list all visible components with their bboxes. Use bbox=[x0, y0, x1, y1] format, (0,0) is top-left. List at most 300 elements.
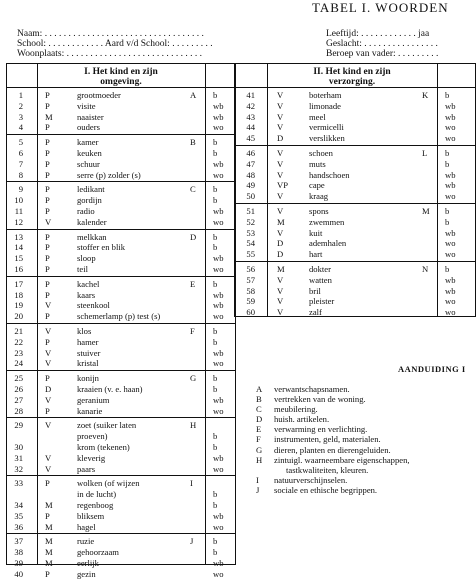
row-number: 54 bbox=[246, 238, 255, 249]
row-number: 30 bbox=[14, 442, 23, 452]
legend-text: sociale en ethische begrippen. bbox=[274, 484, 378, 495]
woonplaats-label: Woonplaats: bbox=[17, 49, 65, 59]
table-row bbox=[7, 453, 235, 464]
legend-letter: J bbox=[256, 484, 260, 495]
row-group-letter: J bbox=[190, 536, 194, 547]
row-word: spons bbox=[309, 206, 329, 216]
row-number: 21 bbox=[14, 326, 23, 336]
table-row bbox=[235, 159, 475, 170]
row-type: wb bbox=[213, 510, 224, 521]
leeftijd-field: Leeftijd: . . . . . . . . . . . . jaa bbox=[326, 29, 430, 39]
row-type: wb bbox=[213, 253, 224, 264]
row-type: b bbox=[213, 500, 218, 510]
row-group-letter: B bbox=[190, 137, 196, 148]
table-row bbox=[7, 195, 235, 206]
table-row bbox=[7, 148, 235, 159]
table-row bbox=[235, 90, 475, 101]
row-number: 58 bbox=[246, 285, 255, 296]
row-type: b bbox=[213, 536, 218, 547]
row-type: wb bbox=[213, 100, 224, 111]
legend-text: instrumenten, geld, materialen. bbox=[274, 434, 381, 445]
row-number: 4 bbox=[18, 122, 23, 133]
table-row bbox=[7, 384, 235, 395]
legend-text: meubilering. bbox=[274, 404, 318, 415]
row-group-letter: N bbox=[422, 264, 429, 274]
row-code: P bbox=[45, 568, 50, 579]
table-row bbox=[7, 373, 235, 384]
row-group-letter: K bbox=[422, 90, 429, 100]
row-type: wb bbox=[445, 227, 456, 238]
row-word: proeven) bbox=[77, 431, 108, 442]
row-code: V bbox=[45, 394, 52, 405]
row-code: P bbox=[45, 148, 50, 158]
school-field: School: . . . . . . . . . . . . Aard v/d School: . . . . . . . . . bbox=[17, 39, 213, 49]
row-word: geranium bbox=[77, 394, 110, 405]
table-row bbox=[235, 180, 475, 191]
row-number: 12 bbox=[14, 216, 23, 227]
row-code: P bbox=[45, 206, 50, 216]
row-group-letter: C bbox=[190, 184, 196, 195]
row-code: V bbox=[277, 158, 284, 169]
row-type: wo bbox=[213, 568, 224, 579]
row-code: V bbox=[45, 347, 52, 358]
table-row bbox=[7, 101, 235, 112]
row-code: V bbox=[277, 274, 284, 285]
row-word: serre (p) zolder (s) bbox=[77, 169, 141, 180]
row-number: 15 bbox=[14, 253, 23, 264]
row-code: P bbox=[45, 405, 50, 416]
row-code: D bbox=[45, 384, 52, 394]
row-type: b bbox=[445, 264, 450, 274]
legend-item bbox=[256, 414, 410, 424]
row-word: ruzie bbox=[77, 536, 95, 547]
row-code: D bbox=[277, 238, 284, 249]
legend-item bbox=[256, 445, 410, 455]
row-number: 27 bbox=[14, 394, 23, 405]
row-word: melkkan bbox=[77, 231, 107, 242]
table-row bbox=[235, 217, 475, 228]
row-number: 53 bbox=[246, 227, 255, 238]
row-type: wo bbox=[213, 405, 224, 416]
row-code: P bbox=[45, 336, 50, 347]
row-type: b bbox=[213, 489, 218, 500]
row-number: 31 bbox=[14, 452, 23, 463]
row-type: wo bbox=[213, 311, 224, 322]
table-row bbox=[7, 431, 235, 442]
row-code: P bbox=[45, 158, 50, 169]
row-type: b bbox=[445, 148, 450, 158]
legend-text: huish. artikelen. bbox=[274, 414, 330, 425]
table-row bbox=[7, 159, 235, 170]
legend-item bbox=[256, 475, 410, 485]
row-number: 50 bbox=[246, 191, 255, 202]
school-label: School: bbox=[17, 39, 47, 49]
row-type: b bbox=[213, 442, 218, 452]
row-number: 46 bbox=[246, 148, 255, 158]
row-type: wb bbox=[213, 158, 224, 169]
legend-item bbox=[256, 465, 410, 475]
row-type: wb bbox=[445, 285, 456, 296]
table-row bbox=[7, 206, 235, 217]
row-number: 2 bbox=[18, 100, 23, 111]
row-word: stoffer en blik bbox=[77, 242, 126, 253]
row-word: hagel bbox=[77, 521, 96, 532]
row-word: visite bbox=[77, 100, 96, 111]
row-code: V bbox=[277, 90, 284, 100]
legend-item bbox=[256, 424, 410, 434]
row-code: VP bbox=[277, 180, 288, 191]
row-code: D bbox=[277, 133, 284, 144]
row-type: wo bbox=[445, 296, 456, 307]
table-row bbox=[235, 296, 475, 307]
table-row bbox=[7, 348, 235, 359]
legend-text: zintuigl. waarneembare eigenschappen, bbox=[274, 454, 410, 465]
legend-letter: F bbox=[256, 434, 261, 445]
row-word: schemerlamp (p) test (s) bbox=[77, 311, 161, 322]
row-word: bliksem bbox=[77, 510, 105, 521]
row-number: 29 bbox=[14, 420, 23, 431]
row-number: 11 bbox=[14, 206, 23, 216]
row-number: 6 bbox=[18, 148, 23, 158]
row-word: limonade bbox=[309, 100, 341, 111]
row-type: wo bbox=[213, 521, 224, 532]
row-number: 33 bbox=[14, 478, 23, 489]
table-row bbox=[7, 536, 235, 547]
row-word: keuken bbox=[77, 148, 102, 158]
table-row bbox=[7, 90, 235, 101]
row-number: 40 bbox=[14, 568, 23, 579]
legend-title: AANDUIDING I bbox=[398, 364, 466, 374]
table-row bbox=[7, 279, 235, 290]
row-word: ouders bbox=[77, 122, 100, 133]
row-number: 47 bbox=[246, 158, 255, 169]
row-number: 8 bbox=[18, 169, 23, 180]
row-word: klos bbox=[77, 326, 92, 336]
row-word: bril bbox=[309, 285, 321, 296]
table-row bbox=[7, 311, 235, 322]
row-code: V bbox=[277, 122, 284, 133]
row-code: V bbox=[277, 111, 284, 122]
row-code: V bbox=[277, 100, 284, 111]
row-number: 55 bbox=[246, 249, 255, 260]
row-number: 28 bbox=[14, 405, 23, 416]
row-type: b bbox=[445, 216, 450, 227]
row-word: ledikant bbox=[77, 184, 105, 195]
legend-letter: D bbox=[256, 414, 263, 425]
table-row bbox=[7, 112, 235, 123]
row-code: M bbox=[277, 264, 285, 274]
row-number: 43 bbox=[246, 111, 255, 122]
row-word: kanarie bbox=[77, 405, 103, 416]
row-type: b bbox=[213, 431, 218, 442]
row-type: wb bbox=[213, 558, 224, 568]
row-word: gezin bbox=[77, 568, 96, 579]
row-group-letter: D bbox=[190, 231, 197, 242]
naam-field: Naam: . . . . . . . . . . . . . . . . . . . . . . . . . . . . . . . . . . bbox=[17, 29, 204, 39]
row-word: kaars bbox=[77, 289, 96, 300]
row-type: b bbox=[445, 206, 450, 216]
row-type: wo bbox=[213, 216, 224, 227]
row-number: 26 bbox=[14, 384, 23, 394]
row-code: V bbox=[277, 307, 284, 318]
row-number: 37 bbox=[14, 536, 23, 547]
row-word: kalender bbox=[77, 216, 107, 227]
row-number: 42 bbox=[246, 100, 255, 111]
row-number: 14 bbox=[14, 242, 23, 253]
row-number: 45 bbox=[246, 133, 255, 144]
row-code: V bbox=[45, 216, 52, 227]
row-word: stuiver bbox=[77, 347, 101, 358]
table-row bbox=[7, 253, 235, 264]
row-type: wb bbox=[213, 394, 224, 405]
table-row bbox=[7, 184, 235, 195]
legend-letter: H bbox=[256, 454, 263, 465]
geslacht-field: Geslacht: . . . . . . . . . . . . . . . . bbox=[326, 39, 438, 49]
row-code: V bbox=[277, 227, 284, 238]
row-type: wo bbox=[213, 463, 224, 474]
row-type: wo bbox=[445, 191, 456, 202]
row-type: b bbox=[445, 158, 450, 169]
row-number: 32 bbox=[14, 463, 23, 474]
row-number: 16 bbox=[14, 264, 23, 274]
table-row bbox=[7, 242, 235, 253]
row-word: zalf bbox=[309, 307, 322, 318]
table-row bbox=[7, 217, 235, 228]
right-word-table bbox=[234, 63, 476, 317]
row-code: V bbox=[45, 358, 52, 369]
row-number: 57 bbox=[246, 274, 255, 285]
legend-letter: A bbox=[256, 384, 263, 394]
row-type: wb bbox=[445, 100, 456, 111]
row-number: 23 bbox=[14, 347, 23, 358]
table-row bbox=[7, 511, 235, 522]
table-row bbox=[235, 275, 475, 286]
group-divider bbox=[7, 323, 235, 324]
table-row bbox=[7, 406, 235, 417]
row-type: wo bbox=[445, 238, 456, 249]
aard-label: Aard v/d School: bbox=[104, 39, 170, 49]
table-row bbox=[7, 358, 235, 369]
row-number: 59 bbox=[246, 296, 255, 307]
table-row bbox=[7, 489, 235, 500]
row-group-letter: I bbox=[190, 478, 193, 489]
row-word: kachel bbox=[77, 278, 100, 289]
row-code: M bbox=[277, 216, 285, 227]
row-type: b bbox=[445, 90, 450, 100]
legend-letter: B bbox=[256, 394, 262, 405]
table-row bbox=[7, 547, 235, 558]
row-code: M bbox=[45, 558, 53, 568]
row-code: P bbox=[45, 264, 50, 274]
row-type: wb bbox=[213, 300, 224, 311]
table-row bbox=[235, 307, 475, 318]
row-code: V bbox=[45, 463, 52, 474]
legend-letter: E bbox=[256, 424, 262, 435]
row-code: V bbox=[45, 326, 52, 336]
row-type: wb bbox=[213, 289, 224, 300]
legend-text: vertrekken van de woning. bbox=[274, 394, 366, 405]
table-row bbox=[235, 249, 475, 260]
row-type: wb bbox=[445, 169, 456, 180]
row-type: b bbox=[213, 231, 218, 242]
row-code: P bbox=[45, 278, 50, 289]
row-type: wb bbox=[445, 274, 456, 285]
row-word: muts bbox=[309, 158, 326, 169]
row-word: radio bbox=[77, 206, 95, 216]
left-word-table bbox=[6, 63, 236, 579]
naam-label: Naam: bbox=[17, 29, 43, 39]
row-type: b bbox=[213, 184, 218, 195]
row-code: P bbox=[45, 137, 50, 148]
row-number: 60 bbox=[246, 307, 255, 318]
row-word: boterham bbox=[309, 90, 342, 100]
beroep-label: Beroep van vader: bbox=[326, 49, 396, 59]
row-code: P bbox=[45, 253, 50, 264]
row-word: kraag bbox=[309, 191, 329, 202]
row-group-letter: E bbox=[190, 278, 196, 289]
group-divider bbox=[7, 533, 235, 534]
row-word: paars bbox=[77, 463, 96, 474]
group-divider bbox=[7, 229, 235, 230]
row-code: P bbox=[45, 373, 50, 384]
row-code: P bbox=[45, 478, 50, 489]
row-type: b bbox=[213, 278, 218, 289]
row-code: V bbox=[277, 169, 284, 180]
row-group-letter: G bbox=[190, 373, 197, 384]
row-word: pleister bbox=[309, 296, 335, 307]
table-row bbox=[235, 264, 475, 275]
table-row bbox=[235, 238, 475, 249]
row-code: P bbox=[45, 311, 50, 322]
row-word: sloop bbox=[77, 253, 96, 264]
row-type: b bbox=[213, 373, 218, 384]
table-row bbox=[7, 395, 235, 406]
table-row bbox=[7, 500, 235, 511]
row-word: schuur bbox=[77, 158, 100, 169]
group-divider bbox=[235, 203, 475, 204]
row-code: V bbox=[277, 206, 284, 216]
row-code: M bbox=[45, 521, 53, 532]
row-word: kuit bbox=[309, 227, 323, 238]
row-word: schoen bbox=[309, 148, 333, 158]
row-number: 49 bbox=[246, 180, 255, 191]
row-type: wb bbox=[213, 347, 224, 358]
table-row bbox=[7, 264, 235, 275]
row-number: 10 bbox=[14, 195, 23, 206]
row-code: D bbox=[277, 249, 284, 260]
beroep-field: Beroep van vader: . . . . . . . . . bbox=[326, 49, 439, 59]
row-type: wo bbox=[445, 249, 456, 260]
legend-letter: G bbox=[256, 444, 263, 455]
row-word: steenkool bbox=[77, 300, 110, 311]
row-number: 39 bbox=[14, 558, 23, 568]
row-type: wb bbox=[445, 180, 456, 191]
table-row bbox=[235, 133, 475, 144]
row-code: V bbox=[277, 191, 284, 202]
row-type: wo bbox=[213, 169, 224, 180]
table-row bbox=[235, 191, 475, 202]
row-word: dokter bbox=[309, 264, 331, 274]
legend-item bbox=[256, 404, 410, 414]
row-type: b bbox=[213, 547, 218, 558]
table-row bbox=[7, 300, 235, 311]
row-number: 56 bbox=[246, 264, 255, 274]
row-word: handschoen bbox=[309, 169, 350, 180]
row-word: naaister bbox=[77, 111, 104, 122]
geslacht-label: Geslacht: bbox=[326, 39, 362, 49]
group-divider bbox=[7, 370, 235, 371]
row-code: V bbox=[45, 452, 52, 463]
table-row bbox=[235, 101, 475, 112]
row-number: 19 bbox=[14, 300, 23, 311]
row-word: wolken (of wijzen bbox=[77, 478, 140, 489]
row-word: kamer bbox=[77, 137, 99, 148]
table-row bbox=[7, 522, 235, 533]
row-word: gehoorzaam bbox=[77, 547, 119, 558]
table-row bbox=[7, 326, 235, 337]
table-row bbox=[7, 122, 235, 133]
row-code: P bbox=[45, 184, 50, 195]
legend-text: verwantschapsnamen. bbox=[274, 384, 350, 394]
table-row bbox=[7, 478, 235, 489]
row-code: P bbox=[45, 231, 50, 242]
table-row bbox=[235, 170, 475, 181]
row-word: krom (tekenen) bbox=[77, 442, 130, 452]
row-code: P bbox=[45, 510, 50, 521]
row-number: 35 bbox=[14, 510, 23, 521]
row-code: V bbox=[277, 285, 284, 296]
row-word: grootmoeder bbox=[77, 90, 121, 100]
legend-text: dieren, planten en dierengeluiden. bbox=[274, 444, 391, 455]
table-row bbox=[235, 112, 475, 123]
leeftijd-label: Leeftijd: bbox=[326, 29, 359, 39]
page-title: TABEL I. WOORDEN bbox=[312, 0, 449, 15]
row-word: vermicelli bbox=[309, 122, 344, 133]
row-code: M bbox=[45, 536, 53, 547]
table-row bbox=[7, 442, 235, 453]
row-number: 1 bbox=[18, 90, 23, 100]
row-number: 44 bbox=[246, 122, 255, 133]
row-group-letter: A bbox=[190, 90, 197, 100]
row-number: 48 bbox=[246, 169, 255, 180]
row-code: P bbox=[45, 195, 50, 206]
row-word: hamer bbox=[77, 336, 99, 347]
table-row bbox=[235, 228, 475, 239]
row-word: watten bbox=[309, 274, 332, 285]
row-code: V bbox=[277, 296, 284, 307]
row-type: wo bbox=[213, 264, 224, 274]
row-code: M bbox=[45, 500, 53, 510]
row-type: b bbox=[213, 326, 218, 336]
table-row bbox=[7, 170, 235, 181]
row-word: ademhalen bbox=[309, 238, 347, 249]
legend-item bbox=[256, 455, 410, 465]
row-type: wo bbox=[445, 133, 456, 144]
row-type: b bbox=[213, 336, 218, 347]
row-word: kleverig bbox=[77, 452, 106, 463]
row-type: b bbox=[213, 148, 218, 158]
legend-text: verwarming en verlichting. bbox=[274, 424, 368, 435]
group-divider bbox=[7, 134, 235, 135]
row-group-letter: L bbox=[422, 148, 428, 158]
row-type: b bbox=[213, 90, 218, 100]
table-row bbox=[7, 558, 235, 569]
legend-letter: C bbox=[256, 404, 262, 415]
group-divider bbox=[7, 181, 235, 182]
row-number: 9 bbox=[18, 184, 23, 195]
row-number: 41 bbox=[246, 90, 255, 100]
row-word: hart bbox=[309, 249, 323, 260]
